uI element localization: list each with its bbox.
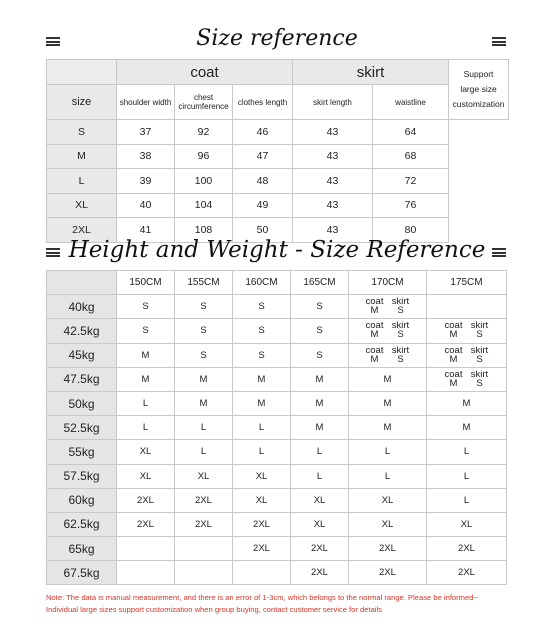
size-cell	[175, 561, 233, 585]
table-row	[47, 343, 507, 367]
split-value-row	[441, 355, 493, 364]
size-cell: 2XL	[117, 512, 175, 536]
measurement-cell: 108	[175, 218, 233, 243]
footnote-line: Individual large sizes support customization when group buying, contact customer service for details	[46, 604, 382, 614]
height-header: 155CM	[175, 271, 233, 295]
coat-label: coat	[365, 320, 384, 332]
weight-label: 42.5kg	[47, 319, 117, 343]
size-cell	[427, 319, 507, 343]
split-value-row	[441, 330, 493, 339]
coat-label: coat	[444, 368, 463, 380]
menu-lines-icon	[492, 248, 506, 257]
coat-skirt-split	[441, 321, 493, 339]
size-cell	[233, 561, 291, 585]
size-cell: L	[349, 440, 427, 464]
measurement-cell: 72	[373, 169, 449, 194]
table-row	[47, 440, 507, 464]
measurement-cell: 80	[373, 218, 449, 243]
size-cell: 2XL	[291, 561, 349, 585]
measurement-cell: 43	[293, 193, 373, 218]
size-cell: L	[291, 440, 349, 464]
size-cell: XL	[233, 464, 291, 488]
table-row	[47, 120, 509, 145]
coat-size: M	[449, 329, 458, 341]
footnote	[46, 592, 516, 615]
size-cell: L	[233, 440, 291, 464]
height-header: 160CM	[233, 271, 291, 295]
measurement-cell: 43	[293, 120, 373, 145]
size-cell: 2XL	[427, 561, 507, 585]
size-cell: S	[233, 319, 291, 343]
size-cell: L	[427, 464, 507, 488]
weight-label: 67.5kg	[47, 561, 117, 585]
size-label: M	[47, 144, 117, 169]
size-cell: L	[427, 440, 507, 464]
split-label-row	[362, 346, 414, 355]
measurement-cell: 46	[233, 120, 293, 145]
table-row	[47, 367, 507, 391]
size-cell: 2XL	[117, 488, 175, 512]
height-header: 175CM	[427, 271, 507, 295]
size-cell: M	[349, 367, 427, 391]
size-cell	[349, 295, 427, 319]
weight-label: 55kg	[47, 440, 117, 464]
table-row	[47, 464, 507, 488]
size-cell: L	[175, 440, 233, 464]
size-cell: S	[233, 343, 291, 367]
split-label-row	[362, 297, 414, 306]
size-cell: M	[117, 343, 175, 367]
size-cell	[427, 295, 507, 319]
coat-size: M	[370, 353, 379, 365]
size-cell: XL	[349, 488, 427, 512]
size-cell: L	[175, 416, 233, 440]
size-cell: M	[117, 367, 175, 391]
split-label-row	[441, 346, 493, 355]
footnote-line: Note: The data is manual measurement, and there is an error of 1-3cm, which belongs to the normal range. Please be informed~	[46, 593, 478, 602]
table-row	[47, 169, 509, 194]
measurement-cell: 92	[175, 120, 233, 145]
measurement-cell: 38	[117, 144, 175, 169]
column-header-size: size	[47, 85, 117, 120]
size-cell: S	[291, 343, 349, 367]
weight-label: 50kg	[47, 391, 117, 415]
split-value-row	[362, 306, 414, 315]
size-label: 2XL	[47, 218, 117, 243]
size-cell: 2XL	[233, 512, 291, 536]
size-cell: XL	[291, 488, 349, 512]
size-cell: S	[175, 319, 233, 343]
split-label-row	[441, 370, 493, 379]
skirt-label: skirt	[470, 368, 489, 380]
weight-label: 47.5kg	[47, 367, 117, 391]
size-cell: S	[233, 295, 291, 319]
size-cell: S	[175, 343, 233, 367]
measurement-cell: 96	[175, 144, 233, 169]
split-value-row	[362, 355, 414, 364]
height-weight-table	[46, 270, 507, 585]
measurement-cell: 50	[233, 218, 293, 243]
size-cell: 2XL	[427, 537, 507, 561]
coat-size: M	[449, 353, 458, 365]
measurement-cell: 49	[233, 193, 293, 218]
size-cell: XL	[291, 512, 349, 536]
support-note-line: Support	[463, 69, 494, 79]
coat-skirt-split	[362, 297, 414, 315]
coat-size: M	[370, 329, 379, 341]
table-row	[47, 295, 507, 319]
table-row	[47, 416, 507, 440]
split-value-row	[441, 379, 493, 388]
size-cell	[175, 537, 233, 561]
size-label: L	[47, 169, 117, 194]
size-cell: XL	[349, 512, 427, 536]
coat-size: M	[370, 305, 379, 317]
size-cell	[117, 561, 175, 585]
height-header: 150CM	[117, 271, 175, 295]
split-label-row	[441, 321, 493, 330]
split-label-row	[362, 321, 414, 330]
coat-label: coat	[365, 296, 384, 308]
size-cell: 2XL	[175, 512, 233, 536]
column-header-skirt-length: skirt length	[293, 85, 373, 120]
skirt-size: S	[397, 305, 404, 317]
coat-header: coat	[117, 60, 293, 85]
size-cell: M	[427, 391, 507, 415]
size-cell: L	[427, 488, 507, 512]
coat-skirt-split	[362, 346, 414, 364]
skirt-size: S	[397, 329, 404, 341]
skirt-size: S	[476, 353, 483, 365]
size-cell: XL	[117, 440, 175, 464]
coat-skirt-split	[362, 321, 414, 339]
measurement-cell: 39	[117, 169, 175, 194]
size-cell: S	[175, 295, 233, 319]
table-row	[47, 537, 507, 561]
size-cell: M	[233, 367, 291, 391]
height-header: 170CM	[349, 271, 427, 295]
size-cell: L	[233, 416, 291, 440]
measurement-cell: 48	[233, 169, 293, 194]
table-row	[47, 512, 507, 536]
size-reference-table	[46, 59, 509, 243]
support-note-line: customization	[452, 99, 505, 109]
measurement-cell: 41	[117, 218, 175, 243]
height-weight-title: Height and Weight - Size Reference	[68, 237, 486, 263]
weight-label: 65kg	[47, 537, 117, 561]
table-row	[47, 319, 507, 343]
size-cell: M	[349, 416, 427, 440]
header-blank	[47, 271, 117, 295]
coat-label: coat	[365, 344, 384, 356]
size-cell: M	[291, 391, 349, 415]
column-header-chest: chest circumference	[175, 85, 233, 120]
size-cell: 2XL	[233, 537, 291, 561]
size-cell: S	[117, 295, 175, 319]
table-row	[47, 144, 509, 169]
size-cell: S	[117, 319, 175, 343]
skirt-label: skirt	[470, 344, 489, 356]
measurement-cell: 100	[175, 169, 233, 194]
table-row	[47, 561, 507, 585]
menu-lines-icon	[46, 248, 60, 257]
measurement-cell: 47	[233, 144, 293, 169]
size-label: S	[47, 120, 117, 145]
size-cell: 2XL	[349, 561, 427, 585]
coat-label: coat	[444, 344, 463, 356]
split-value-row	[362, 330, 414, 339]
weight-label: 52.5kg	[47, 416, 117, 440]
size-reference-title: Size reference	[196, 26, 358, 51]
measurement-cell: 43	[293, 144, 373, 169]
table-row	[47, 193, 509, 218]
size-cell: XL	[233, 488, 291, 512]
size-cell: M	[427, 416, 507, 440]
size-cell: 2XL	[291, 537, 349, 561]
size-cell: L	[117, 391, 175, 415]
weight-label: 40kg	[47, 295, 117, 319]
size-cell: XL	[427, 512, 507, 536]
size-cell: M	[291, 367, 349, 391]
table-row	[47, 488, 507, 512]
size-cell	[349, 343, 427, 367]
menu-lines-icon	[46, 37, 60, 46]
measurement-cell: 43	[293, 169, 373, 194]
size-cell: M	[291, 416, 349, 440]
skirt-label: skirt	[391, 296, 410, 308]
height-header: 165CM	[291, 271, 349, 295]
size-cell	[349, 319, 427, 343]
size-cell	[117, 537, 175, 561]
size-cell: XL	[117, 464, 175, 488]
size-cell: M	[233, 391, 291, 415]
size-cell: M	[175, 391, 233, 415]
measurement-cell: 37	[117, 120, 175, 145]
menu-lines-icon	[492, 37, 506, 46]
weight-label: 60kg	[47, 488, 117, 512]
column-header-waistline: waistline	[373, 85, 449, 120]
measurement-cell: 40	[117, 193, 175, 218]
skirt-label: skirt	[391, 344, 410, 356]
size-cell	[427, 367, 507, 391]
size-cell: L	[349, 464, 427, 488]
measurement-cell: 76	[373, 193, 449, 218]
weight-label: 45kg	[47, 343, 117, 367]
size-cell	[427, 343, 507, 367]
support-note-line: large size	[460, 84, 497, 94]
size-cell: L	[117, 416, 175, 440]
table-row	[47, 391, 507, 415]
header-blank	[47, 60, 117, 85]
support-note-cell	[449, 60, 509, 120]
column-header-clothes-length: clothes length	[233, 85, 293, 120]
size-cell: XL	[175, 464, 233, 488]
skirt-label: skirt	[391, 320, 410, 332]
skirt-header: skirt	[293, 60, 449, 85]
size-cell: M	[349, 391, 427, 415]
size-cell: 2XL	[349, 537, 427, 561]
measurement-cell: 68	[373, 144, 449, 169]
size-label: XL	[47, 193, 117, 218]
skirt-size: S	[397, 353, 404, 365]
size-cell: L	[291, 464, 349, 488]
column-header-shoulder-width: shoulder width	[117, 85, 175, 120]
skirt-size: S	[476, 329, 483, 341]
measurement-cell: 43	[293, 218, 373, 243]
weight-label: 62.5kg	[47, 512, 117, 536]
measurement-cell: 104	[175, 193, 233, 218]
coat-skirt-split	[441, 370, 493, 388]
coat-size: M	[449, 377, 458, 389]
weight-label: 57.5kg	[47, 464, 117, 488]
coat-skirt-split	[441, 346, 493, 364]
coat-label: coat	[444, 320, 463, 332]
size-cell: S	[291, 295, 349, 319]
size-cell: S	[291, 319, 349, 343]
skirt-label: skirt	[470, 320, 489, 332]
size-cell: M	[175, 367, 233, 391]
measurement-cell: 64	[373, 120, 449, 145]
size-cell: 2XL	[175, 488, 233, 512]
skirt-size: S	[476, 377, 483, 389]
